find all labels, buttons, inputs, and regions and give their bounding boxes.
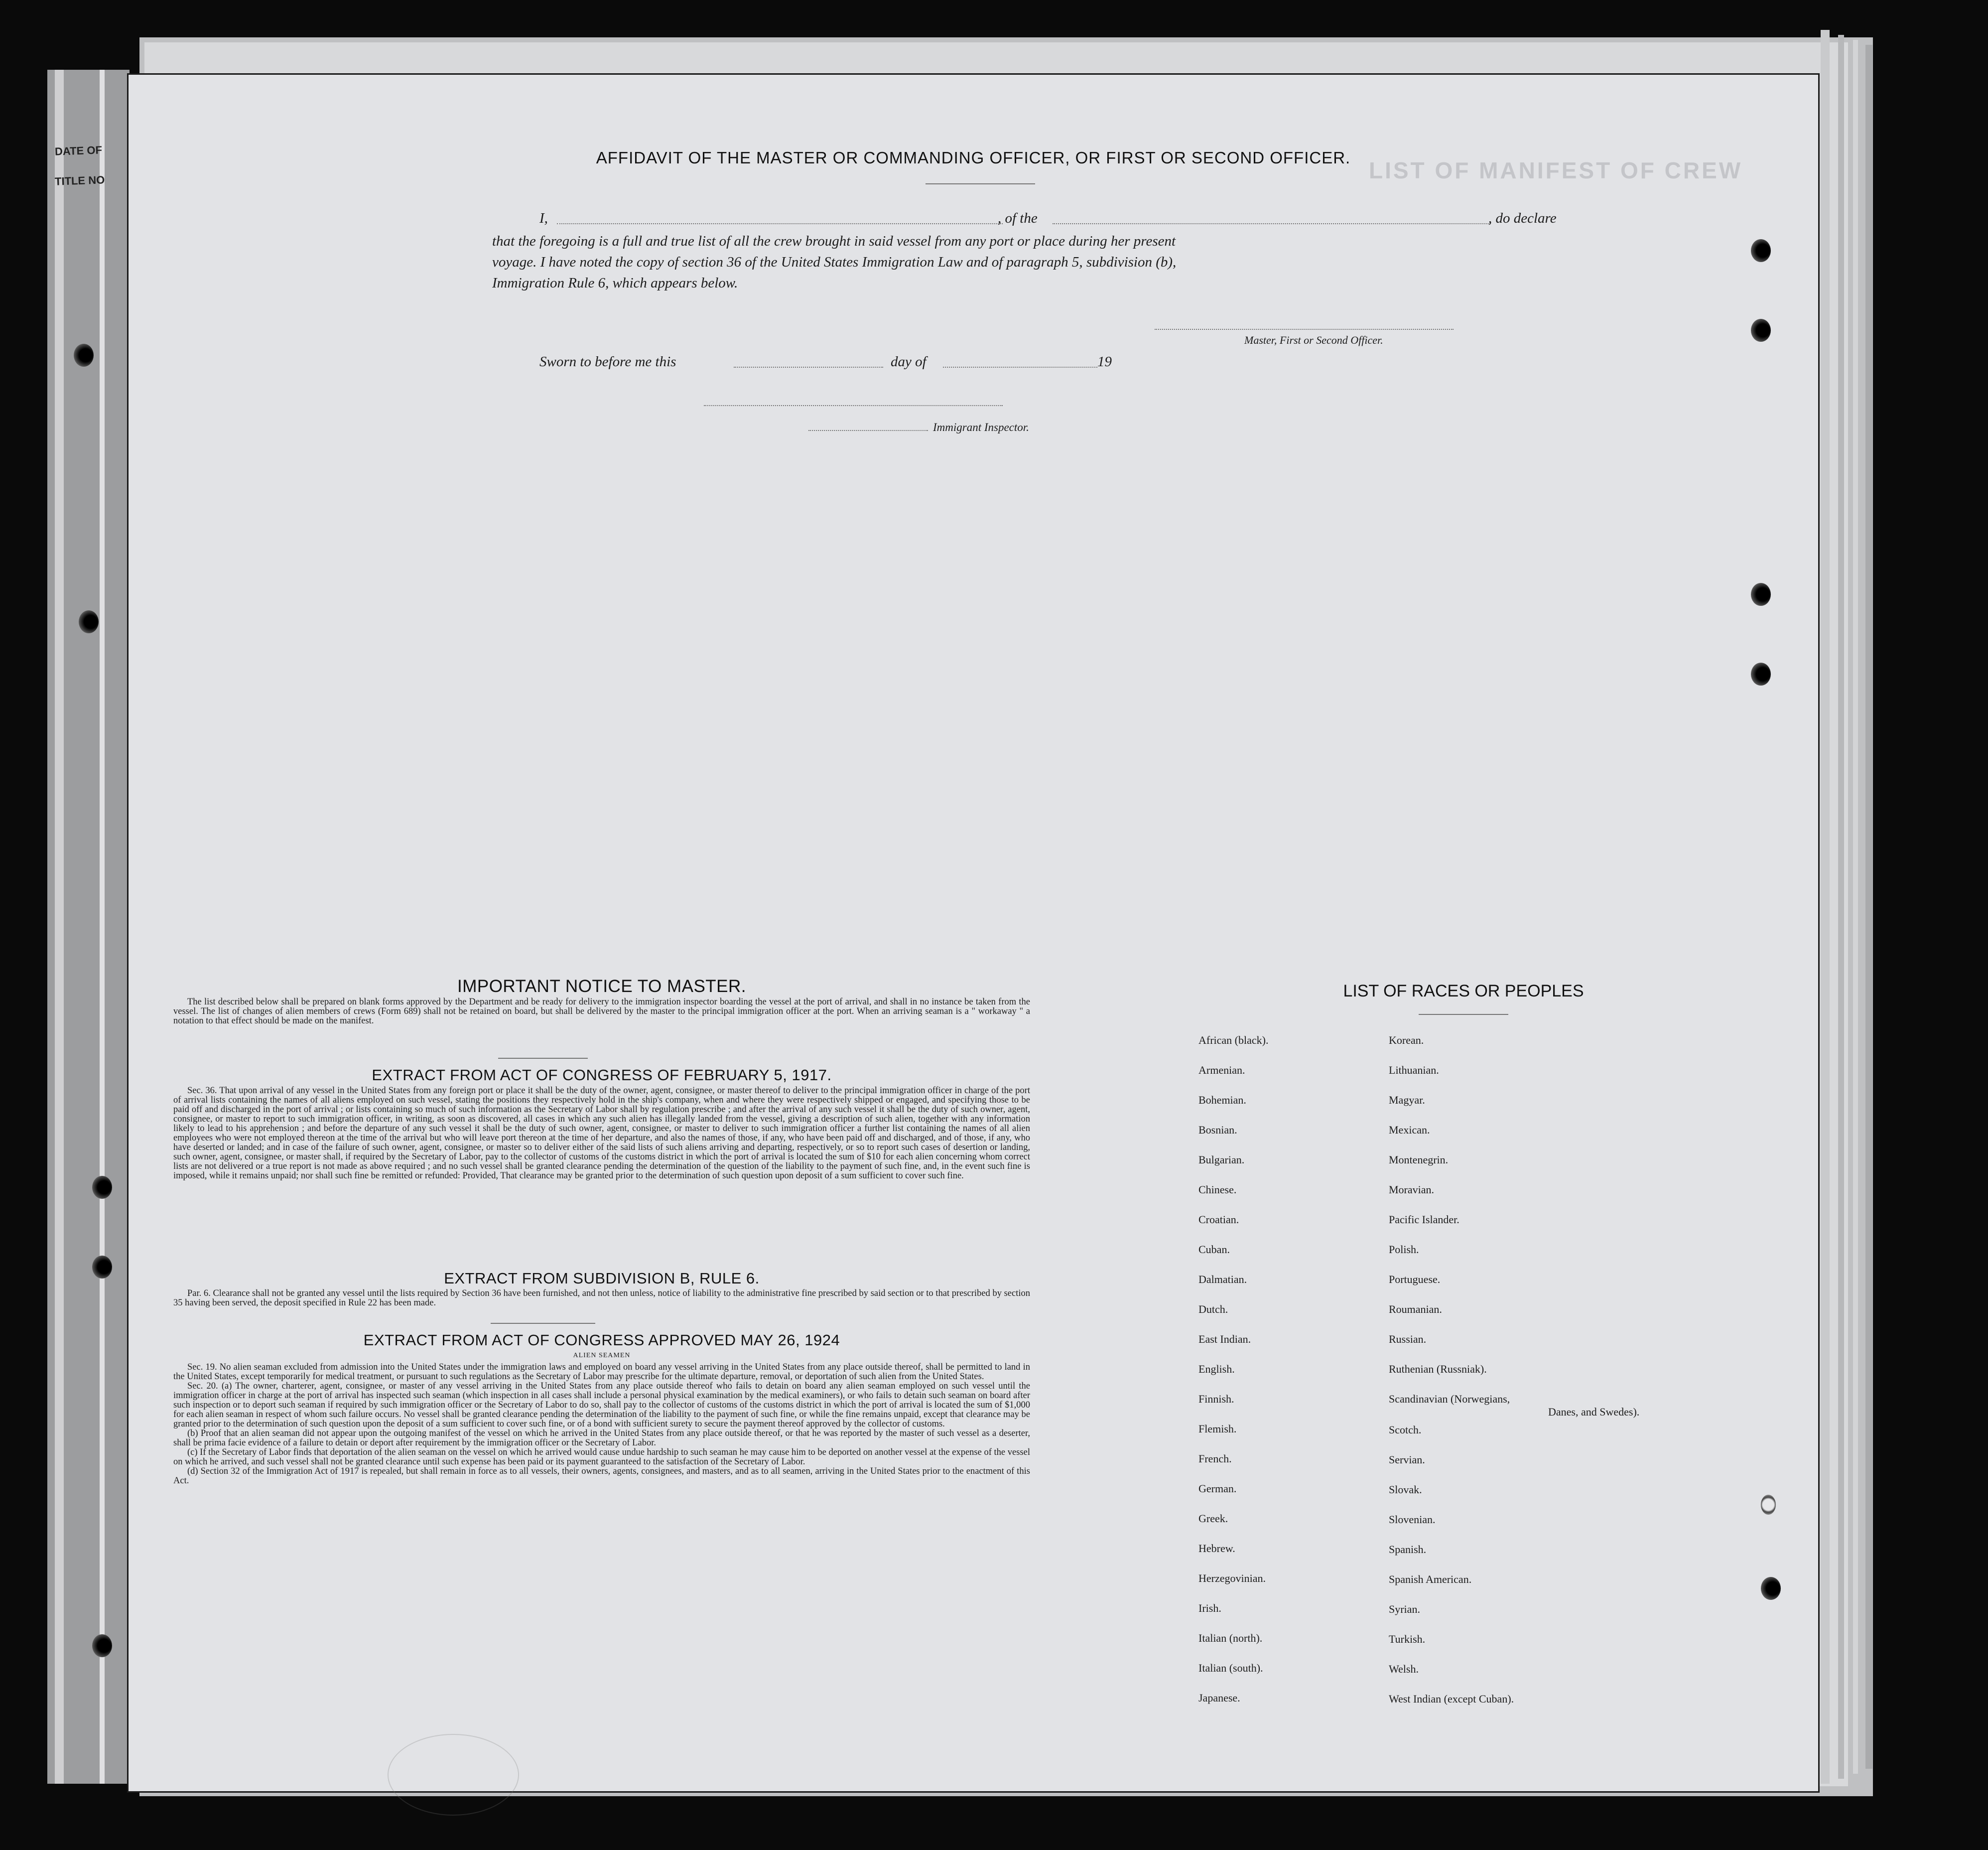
extract-1924-body [173, 1363, 1030, 1486]
sec-19-text: Sec. 19. No alien seaman excluded from admission into the United States under the immigration laws and employed on board any vessel arriving in the United States from any place outside thereof, shall be permitted to land in the United States, except temporarily for medical treatment, or pursuant to such regulations as the Secretary of Labor may prescribe for the ultimate departure, removal, or deportation of such alien from the United States. [173, 1362, 1030, 1382]
races-divider [1419, 1014, 1508, 1015]
race-item-left: East Indian. [1198, 1333, 1251, 1345]
subdivision-title: EXTRACT FROM SUBDIVISION B, RULE 6. [444, 1270, 760, 1287]
inspector-name-field[interactable] [808, 430, 928, 431]
punch-hole [92, 1176, 112, 1199]
page-edge [1821, 30, 1830, 1784]
affidavit-i-label: I, [539, 210, 548, 226]
race-scandinavian-continued: Danes, and Swedes). [1548, 1406, 1640, 1418]
race-item-left: Japanese. [1198, 1692, 1240, 1704]
extract-1924-title: EXTRACT FROM ACT OF CONGRESS APPROVED MAY 26, 1924 [363, 1331, 840, 1349]
race-item-right: Ruthenian (Russniak). [1389, 1363, 1487, 1375]
race-item-left: Greek. [1198, 1512, 1228, 1525]
master-signature-field[interactable] [1155, 329, 1454, 330]
race-item-right: Korean. [1389, 1034, 1424, 1046]
race-item-right: Scotch. [1389, 1423, 1422, 1436]
race-item-left: Bulgarian. [1198, 1153, 1245, 1166]
race-item-right: Polish. [1389, 1243, 1419, 1256]
page-edge-3 [1853, 40, 1858, 1774]
sec-20a-text: Sec. 20. (a) The owner, charterer, agent, consignee, or master of any vessel arriving in the United States from any place outside thereof who fails to detain on board any alien seaman employed on such vessel until the immigration officer in charge at the port of arrival has inspected such seaman (which inspection in all cases shall include a personal physical examination by the medical examiners), or who fails to detain such seaman on board after such inspection or to deport such seaman if required by such immigration officer or the Secretary of Labor to do so, shall pay to the collector of customs of the customs district in which the port of arrival is located the sum of $1,000 for each alien seaman in respect of whom such failure occurs. No vessel shall be granted clearance pending the determination of the liability to the payment of such fine, or while the fine remains unpaid, except that clearance may be granted prior to the determination of such question upon the deposit of a sum sufficient to cover such fine, or of a bond with sufficient surety to secure the payment thereof approved by the collector of customs. [173, 1381, 1030, 1429]
punch-hole-ring [1761, 1495, 1776, 1515]
punch-hole [1751, 583, 1771, 606]
sworn-month-field[interactable] [943, 367, 1097, 368]
race-item-right: Scandinavian (Norwegians, [1389, 1393, 1510, 1405]
race-item-right: Slovenian. [1389, 1513, 1436, 1526]
do-declare-label: , do declare [1488, 210, 1557, 226]
edge-text-title: TITLE NO [54, 173, 105, 188]
race-item-left: Dalmatian. [1198, 1273, 1247, 1285]
left-binding-edge [55, 70, 64, 1784]
sworn-label: Sworn to before me this [539, 354, 676, 370]
sec-20b-text: (b) Proof that an alien seaman did not appear upon the outgoing manifest of the vessel on which he arrived in the United States from any place outside thereof, or that he was reported by the master of such vessel as a deserter, shall be prima facie evidence of a failure to detain or deport after requirement by the immigration officer or the Secretary of Labor. [173, 1428, 1030, 1448]
race-item-right: Lithuanian. [1389, 1064, 1439, 1076]
races-title: LIST OF RACES OR PEOPLES [1343, 982, 1584, 1000]
race-item-right: Turkish. [1389, 1633, 1426, 1645]
section-36-text: That upon arrival of any vessel in the United States from any foreign port or place it shall be the duty of the owner, agent, consignee, or master thereof to deliver to the principal immigration officer in charge of the port of arrival lists containing the names of all aliens employed on such vessel, stating the positions they respectively hold in the ship's company, when and where they were respectively shipped or engaged, and specifying those to be paid off and discharged in the port of arrival ; or lists containing so much of such information as the Secretary of Labor shall by regulation prescribe ; and after the arrival of any such vessel it shall be the duty of such owner, agent, consignee, or master to report to such immigration officer, in writing, as soon as discovered, all cases in which any such alien has illegally landed from the vessel, giving a description of such alien, together with any information likely to lead to his apprehension ; and before the departure of any such vessel it shall be the duty of such owner, agent, consignee, or master to deliver to such immigration officer a further list containing the names of all alien employees who were not employed thereon at the time of the arrival but who will leave port thereon at the time of her departure, and also the names of those, if any, who have been paid off and discharged, and of those, if any, who have deserted or landed; and in case of the failure of such owner, agent, consignee, or master so to deliver either of the said lists of such aliens arriving and departing, respectively, or so to report such cases of desertion or landing, such owner, agent, consignee, or master shall, if required by the Secretary of Labor, pay to the collector of customs of the customs district in which the port of arrival is located the sum of $10 for each alien concerning whom correct lists are not delivered or a true report is not made as above required ; and no such vessel shall be granted clearance pending the determination of the question of the liability to the payment of such fine, and, in the event such fine is imposed, while it remains unpaid; nor shall such fine be remitted or refunded: Provided, That clearance may be granted prior to the determination of such question upon deposit of a sum sufficient to cover such fine. [173, 1086, 1030, 1181]
page-edge-4 [1865, 45, 1872, 1769]
race-item-left: Dutch. [1198, 1303, 1228, 1315]
master-signature-label: Master, First or Second Officer. [1244, 334, 1383, 346]
notice-body [173, 997, 1030, 1026]
race-item-left: Flemish. [1198, 1423, 1237, 1435]
race-item-left: French. [1198, 1452, 1232, 1465]
race-item-right: Syrian. [1389, 1603, 1420, 1615]
race-item-right: Roumanian. [1389, 1303, 1442, 1315]
race-item-right: Mexican. [1389, 1124, 1430, 1136]
race-item-right: Montenegrin. [1389, 1153, 1449, 1166]
subdivision-text: Par. 6. Clearance shall not be granted any vessel until the lists required by Section 36 have been furnished, and not then unless, notice of liability to the administrative fine prescribed by said section or to that prescribed by section 35 having been served, the deposit specified in Rule 22 has been made. [173, 1288, 1030, 1308]
race-item-left: Italian (south). [1198, 1662, 1263, 1674]
race-item-right: Magyar. [1389, 1094, 1425, 1106]
punch-hole [79, 610, 99, 633]
of-the-label: , of the [998, 210, 1038, 226]
bleed-through-title: LIST OF MANIFEST OF CREW [1369, 157, 1743, 183]
race-item-right: Moravian. [1389, 1183, 1435, 1196]
race-item-left: Chinese. [1198, 1183, 1237, 1196]
race-item-left: Italian (north). [1198, 1632, 1263, 1644]
race-item-right: Spanish. [1389, 1543, 1427, 1556]
extract-1917-body [173, 1086, 1030, 1181]
race-item-right: Pacific Islander. [1389, 1213, 1459, 1226]
punch-hole [74, 344, 94, 367]
race-item-left: Finnish. [1198, 1393, 1234, 1405]
punch-hole [1751, 239, 1771, 262]
race-item-right: Portuguese. [1389, 1273, 1441, 1285]
race-item-right: West Indian (except Cuban). [1389, 1693, 1514, 1705]
faint-stamp [388, 1734, 519, 1816]
inspector-label: Immigrant Inspector. [933, 421, 1029, 433]
alien-seamen-subtitle: ALIEN SEAMEN [573, 1352, 631, 1359]
affidavit-body-line3: Immigration Rule 6, which appears below. [492, 275, 738, 291]
race-item-left: Cuban. [1198, 1243, 1230, 1256]
race-item-left: Herzegovinian. [1198, 1572, 1266, 1584]
year-label: 19 [1097, 354, 1112, 370]
punch-hole [1751, 663, 1771, 686]
affidavit-body-line1: that the foregoing is a full and true list of all the crew brought in said vessel from any port or place during her present [492, 233, 1176, 249]
affidavit-title: AFFIDAVIT OF THE MASTER OR COMMANDING OFFICER, OR FIRST OR SECOND OFFICER. [596, 148, 1351, 167]
section-36-label: Sec. 36. [187, 1086, 217, 1096]
punch-hole [1761, 1577, 1781, 1600]
notice-text: The list described below shall be prepared on blank forms approved by the Department and be ready for delivery to the immigration inspector boarding the vessel at the port of arrival, and shall in no instance be taken from the vessel. The list of changes of alien members of crews (Form 689) shall not be retained on board, but shall be delivered by the master to the principal immigration officer at the port. When an arriving seaman is a " workaway " a notation to that effect should be made on the manifest. [173, 997, 1030, 1026]
inspector-signature-field[interactable] [704, 405, 1003, 406]
extract-1917-title: EXTRACT FROM ACT OF CONGRESS OF FEBRUARY 5, 1917. [372, 1066, 832, 1084]
sec-20d-text: (d) Section 32 of the Immigration Act of 1917 is repealed, but shall remain in force as to all vessels, their owners, agents, consignees, and masters, and as to all seamen, arriving in the United States prior to the enactment of this Act. [173, 1466, 1030, 1486]
race-item-left: English. [1198, 1363, 1235, 1375]
notice-title: IMPORTANT NOTICE TO MASTER. [457, 977, 747, 996]
affidavit-divider [926, 183, 1035, 184]
punch-hole [92, 1256, 112, 1279]
race-item-left: African (black). [1198, 1034, 1269, 1046]
vessel-name-field[interactable] [1053, 223, 1491, 224]
race-item-left: Croatian. [1198, 1213, 1239, 1226]
race-item-left: Irish. [1198, 1602, 1221, 1614]
race-item-left: Bosnian. [1198, 1124, 1237, 1136]
document-page [129, 75, 1818, 1791]
sworn-day-field[interactable] [734, 367, 883, 368]
race-item-right: Welsh. [1389, 1663, 1419, 1675]
race-item-left: Bohemian. [1198, 1094, 1246, 1106]
officer-name-field[interactable] [557, 223, 1003, 224]
race-item-right: Servian. [1389, 1453, 1425, 1466]
punch-hole [1751, 319, 1771, 342]
subdivision-divider [491, 1323, 595, 1324]
left-binding-edge-2 [100, 70, 105, 1784]
day-of-label: day of [891, 354, 927, 370]
notice-divider [498, 1058, 588, 1059]
subdivision-body [173, 1289, 1030, 1308]
race-item-right: Russian. [1389, 1333, 1427, 1345]
race-item-left: Armenian. [1198, 1064, 1245, 1076]
edge-text-date: DATE OF [54, 143, 103, 158]
sec-20c-text: (c) If the Secretary of Labor finds that deportation of the alien seaman on the vessel on which he arrived would cause undue hardship to such seaman he may cause him to be deported on another vessel at the expense of the vessel on which he arrived, and such vessel shall not be granted clearance until such expense has been paid or its payment guaranteed to the satisfaction of the Secretary of Labor. [173, 1447, 1030, 1467]
race-item-left: German. [1198, 1482, 1237, 1495]
page-edge-2 [1838, 35, 1844, 1779]
race-item-right: Slovak. [1389, 1483, 1422, 1496]
race-item-left: Hebrew. [1198, 1542, 1235, 1555]
affidavit-body-line2: voyage. I have noted the copy of section 36 of the United States Immigration Law and of paragraph 5, subdivision (b), [492, 254, 1177, 270]
punch-hole [92, 1634, 112, 1657]
race-item-right: Spanish American. [1389, 1573, 1472, 1585]
